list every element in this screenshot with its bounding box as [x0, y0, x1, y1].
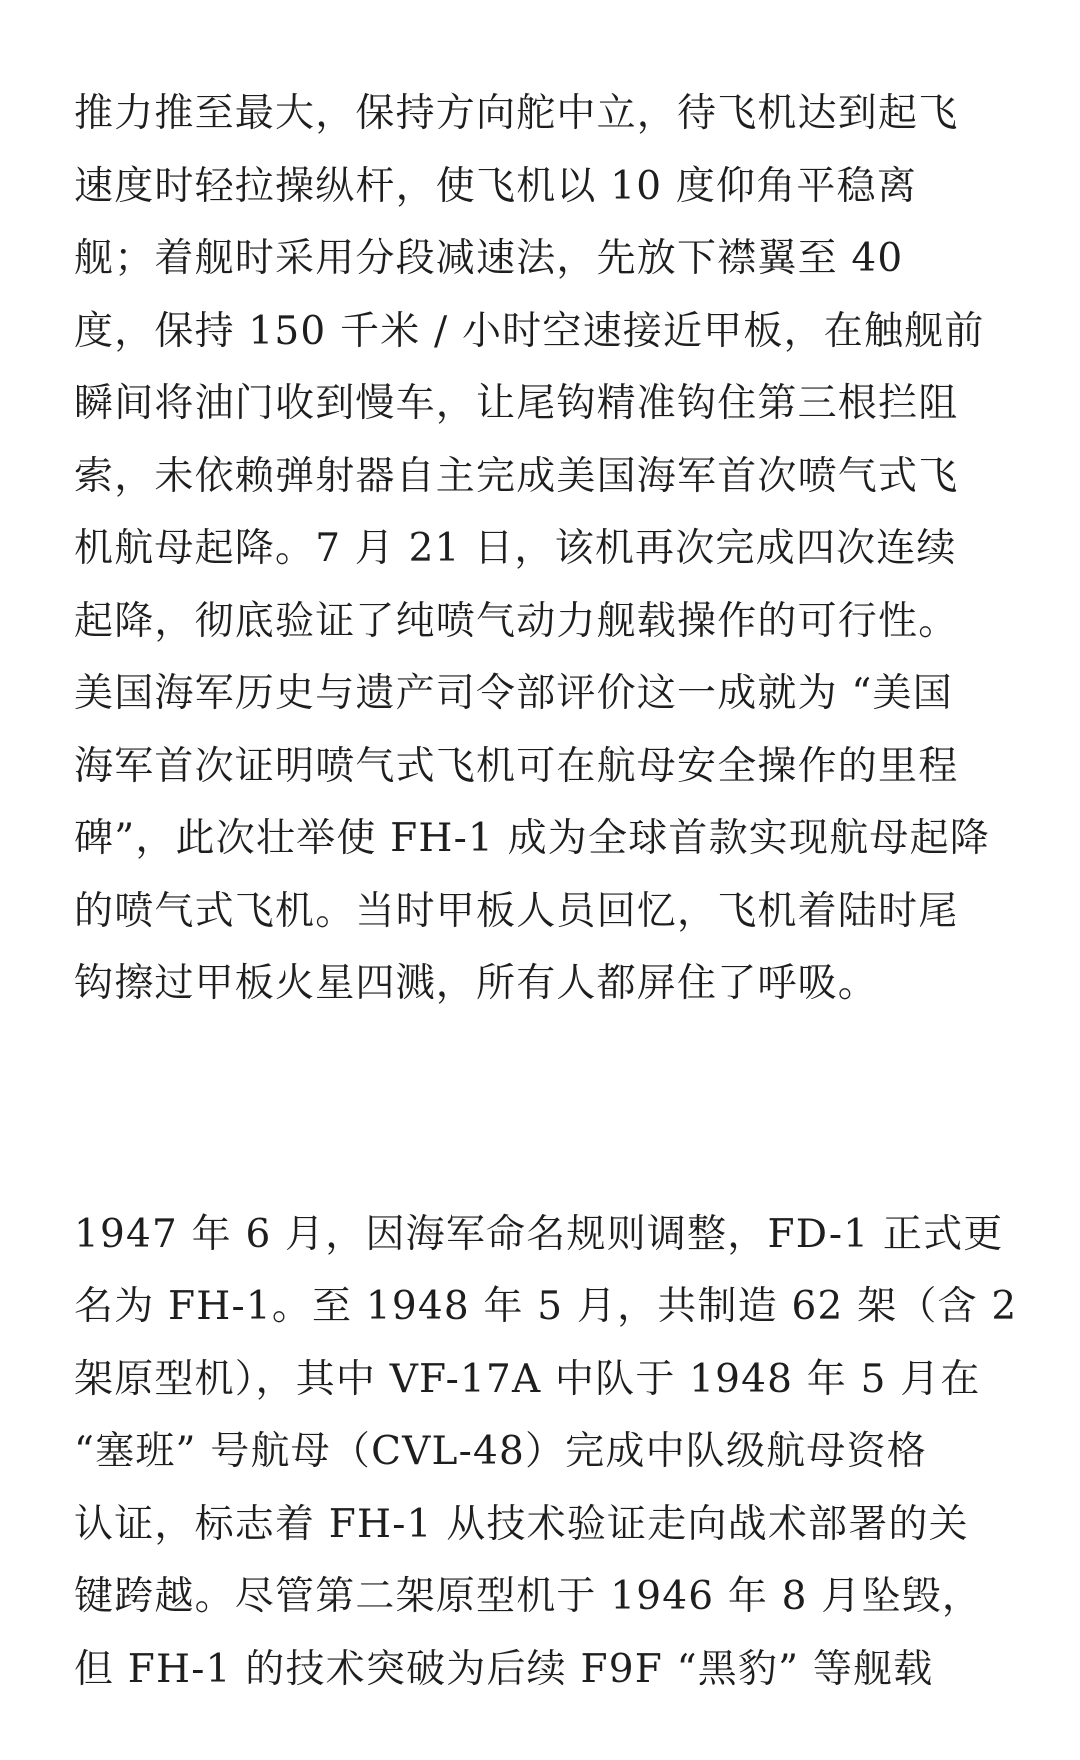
text-line: 起降，彻底验证了纯喷气动力舰载操作的可行性。 — [74, 598, 959, 644]
article-body — [74, 78, 1018, 1706]
text-line: 海军首次证明喷气式飞机可在航母安全操作的里程 — [74, 743, 959, 789]
text-line: 瞬间将油门收到慢车，让尾钩精准钩住第三根拦阻 — [74, 381, 959, 426]
text-line: 速度时轻拉操纵杆，使飞机以 10 度仰角平稳离 — [74, 163, 918, 209]
text-line: 架原型机），其中 VF-17A 中队于 1948 年 5 月在 — [74, 1356, 981, 1402]
text-line: 美国海军历史与遗产司令部评价这一成就为 “美国 — [74, 671, 953, 716]
paragraph-spacer — [74, 1021, 1008, 1199]
text-line: 舰；着舰时采用分段减速法，先放下襟翼至 40 — [74, 236, 904, 281]
text-line: 索，未依赖弹射器自主完成美国海军首次喷气式飞 — [74, 453, 959, 499]
text-line: 键跨越。尽管第二架原型机于 1946 年 8 月坠毁， — [74, 1574, 983, 1619]
paragraph-renaming — [74, 1199, 1018, 1707]
text-line: “塞班” 号航母（CVL-48）完成中队级航母资格 — [74, 1429, 927, 1474]
text-line: 名为 FH-1。至 1948 年 5 月，共制造 62 架（含 2 — [74, 1284, 1018, 1329]
text-line: 推力推至最大，保持方向舵中立，待飞机达到起飞 — [74, 91, 959, 136]
paragraph-first-landing — [74, 78, 1008, 1021]
text-line: 钩擦过甲板火星四溅，所有人都屏住了呼吸。 — [74, 961, 879, 1006]
text-line: 机航母起降。7 月 21 日，该机再次完成四次连续 — [74, 526, 957, 571]
text-line: 1947 年 6 月，因海军命名规则调整，FD-1 正式更 — [74, 1211, 1004, 1257]
text-line: 碑”，此次壮举使 FH-1 成为全球首款实现航母起降 — [74, 816, 990, 861]
text-line: 认证，标志着 FH-1 从技术验证走向战术部署的关 — [74, 1501, 969, 1547]
text-line: 的喷气式飞机。当时甲板人员回忆，飞机着陆时尾 — [74, 888, 959, 934]
text-line: 度，保持 150 千米 / 小时空速接近甲板，在触舰前 — [74, 308, 985, 354]
text-line: 但 FH-1 的技术突破为后续 F9F “黑豹” 等舰载 — [74, 1646, 934, 1692]
